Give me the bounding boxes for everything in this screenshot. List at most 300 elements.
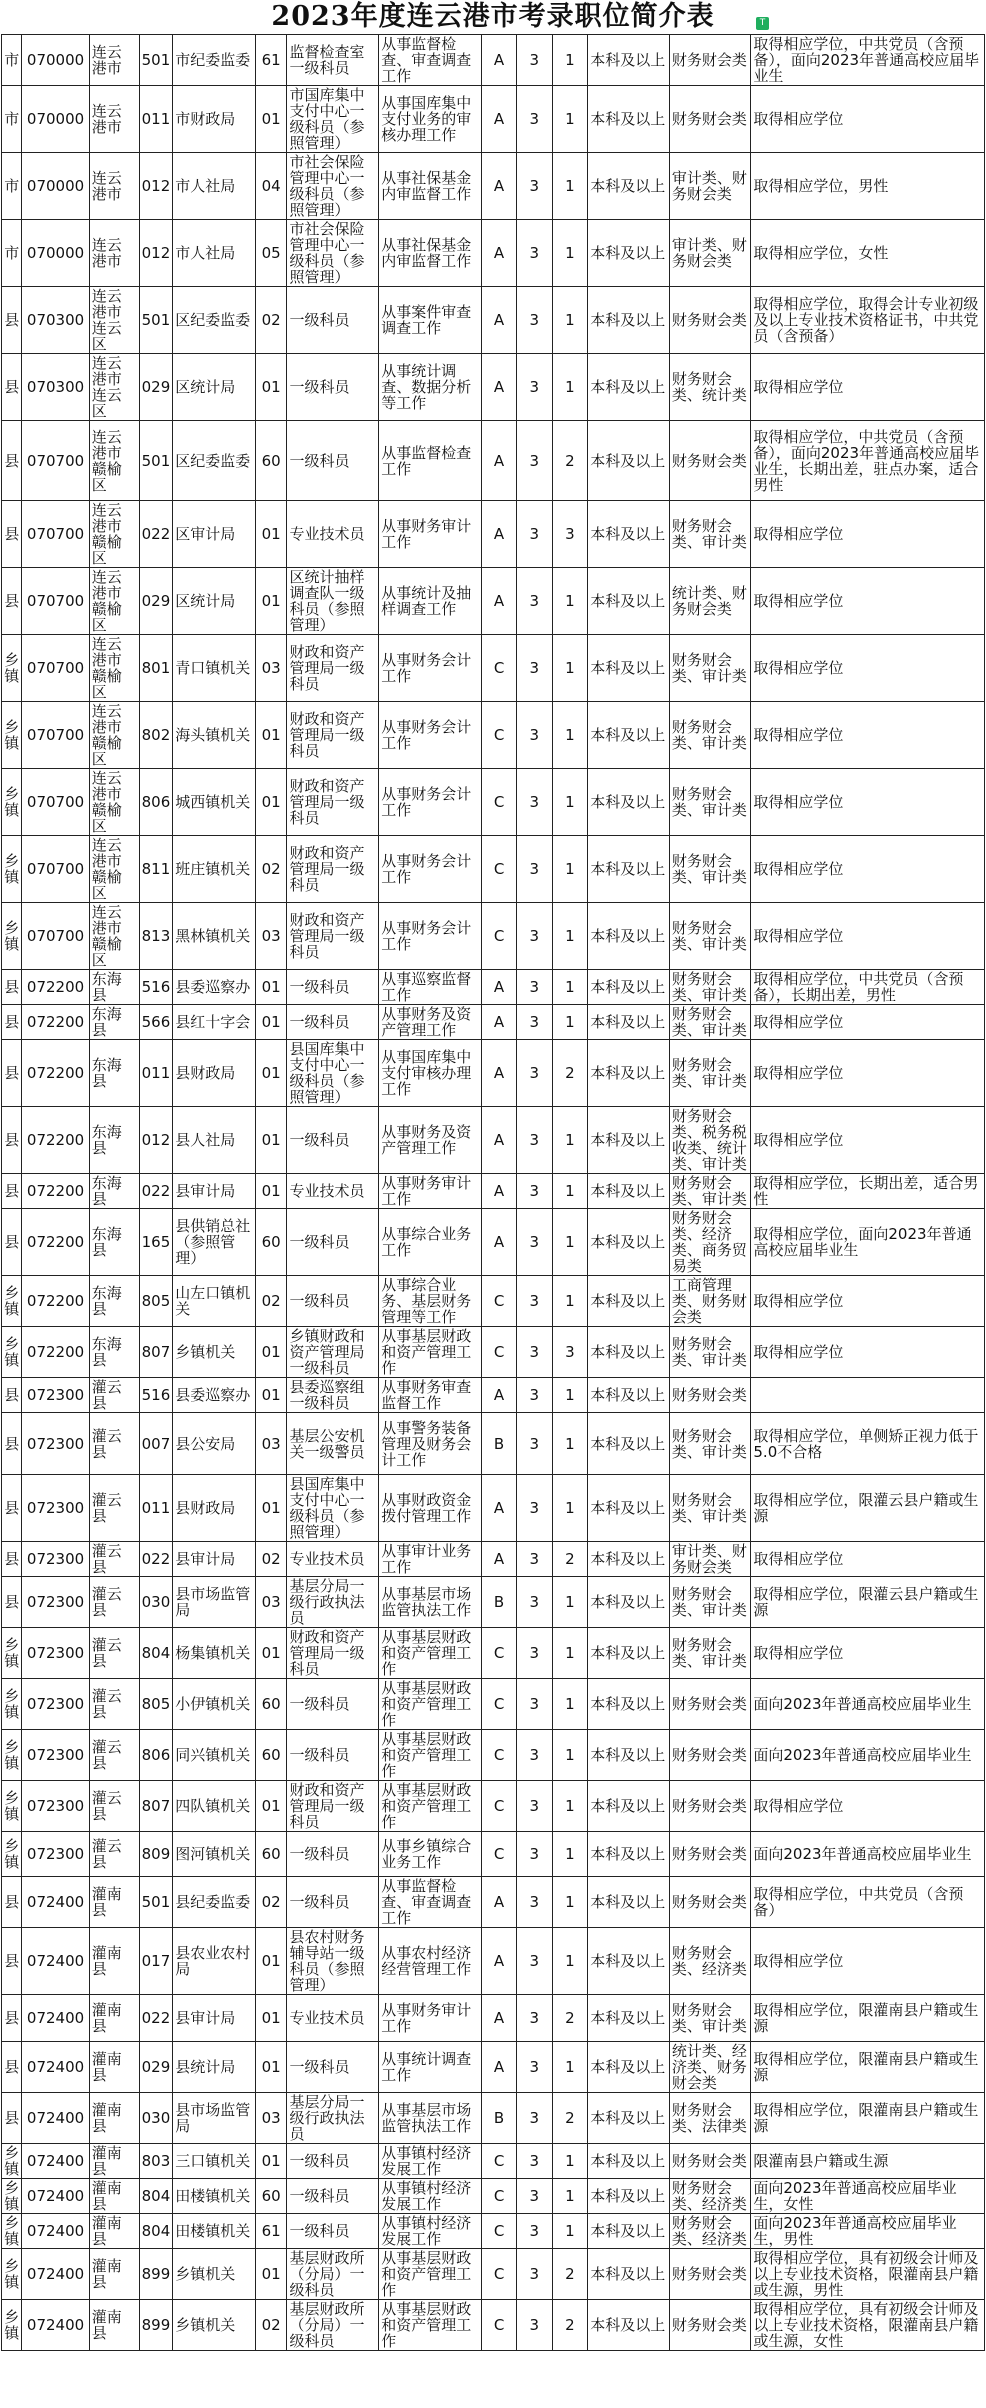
cell-region: 东海县 xyxy=(89,1174,139,1209)
cell-dept-code: 072400 xyxy=(22,2093,89,2144)
cell-position-code: 01 xyxy=(255,1005,287,1040)
cell-region: 连云港市赣榆区 xyxy=(89,635,139,702)
cell-exam-type: 3 xyxy=(516,836,552,903)
cell-other-requirements: 取得相应学位 xyxy=(751,354,985,421)
cell-education: 本科及以上 xyxy=(588,1781,670,1832)
cell-unit-code: 806 xyxy=(139,1730,173,1781)
cell-other-requirements: 取得相应学位 xyxy=(751,1276,985,1327)
cell-exam-type: 3 xyxy=(516,1005,552,1040)
cell-duties: 从事财务会计工作 xyxy=(379,702,482,769)
cell-duties: 从事监督检查、审查调查工作 xyxy=(379,35,482,86)
cell-major: 财务财会类 xyxy=(669,421,751,501)
cell-unit: 县财政局 xyxy=(173,1475,256,1542)
cell-dept-code: 072300 xyxy=(22,1730,89,1781)
cell-headcount: 1 xyxy=(552,2144,588,2179)
sheet-marker-icon: T xyxy=(756,17,769,30)
cell-headcount: 3 xyxy=(552,501,588,568)
cell-exam-type: 3 xyxy=(516,2214,552,2249)
cell-unit: 县红十字会 xyxy=(173,1005,256,1040)
cell-dept-code: 070700 xyxy=(22,501,89,568)
cell-region: 灌云县 xyxy=(89,1781,139,1832)
table-row xyxy=(2,1413,985,1475)
cell-exam-type: 3 xyxy=(516,2144,552,2179)
cell-duties: 从事基层财政和资产管理工作 xyxy=(379,1679,482,1730)
cell-major: 财务财会类 xyxy=(669,2144,751,2179)
cell-unit-code: 807 xyxy=(139,1781,173,1832)
cell-position-code: 01 xyxy=(255,568,287,635)
table-row xyxy=(2,501,985,568)
cell-dept-code: 072400 xyxy=(22,2249,89,2300)
cell-region: 东海县 xyxy=(89,1107,139,1174)
cell-major: 财务财会类、经济类 xyxy=(669,2214,751,2249)
cell-level: 县 xyxy=(2,1174,22,1209)
cell-position-code: 01 xyxy=(255,2042,287,2093)
cell-position-code: 02 xyxy=(255,1542,287,1577)
cell-dept-code: 070700 xyxy=(22,903,89,970)
cell-duties: 从事基层市场监管执法工作 xyxy=(379,1577,482,1628)
cell-headcount: 1 xyxy=(552,2214,588,2249)
cell-position: 区统计抽样调查队一级科员（参照管理） xyxy=(287,568,379,635)
cell-unit-code: 029 xyxy=(139,2042,173,2093)
cell-major: 财务财会类 xyxy=(669,1378,751,1413)
cell-duties: 从事基层财政和资产管理工作 xyxy=(379,1730,482,1781)
cell-headcount: 1 xyxy=(552,1577,588,1628)
cell-headcount: 2 xyxy=(552,2093,588,2144)
cell-dept-code: 072200 xyxy=(22,970,89,1005)
cell-headcount: 1 xyxy=(552,1475,588,1542)
cell-headcount: 1 xyxy=(552,702,588,769)
cell-dept-code: 070000 xyxy=(22,153,89,220)
cell-level: 乡镇 xyxy=(2,1327,22,1378)
cell-category: C xyxy=(482,2300,517,2351)
cell-position-code: 01 xyxy=(255,2144,287,2179)
cell-other-requirements: 取得相应学位，中共党员（含预备），长期出差，男性 xyxy=(751,970,985,1005)
cell-education: 本科及以上 xyxy=(588,2179,670,2214)
cell-category: C xyxy=(482,2214,517,2249)
cell-major: 财务财会类 xyxy=(669,1832,751,1877)
cell-unit: 乡镇机关 xyxy=(173,1327,256,1378)
cell-unit: 县审计局 xyxy=(173,1995,256,2042)
cell-unit: 三口镇机关 xyxy=(173,2144,256,2179)
table-row xyxy=(2,970,985,1005)
cell-position: 基层公安机关一级警员 xyxy=(287,1413,379,1475)
cell-exam-type: 3 xyxy=(516,903,552,970)
cell-region: 连云港市 xyxy=(89,86,139,153)
cell-duties: 从事基层财政和资产管理工作 xyxy=(379,1781,482,1832)
cell-other-requirements: 取得相应学位，具有初级会计师及以上专业技术资格，限灌南县户籍或生源，女性 xyxy=(751,2300,985,2351)
cell-education: 本科及以上 xyxy=(588,1679,670,1730)
cell-position-code: 01 xyxy=(255,1628,287,1679)
cell-unit: 县市场监管局 xyxy=(173,2093,256,2144)
cell-position-code: 61 xyxy=(255,2214,287,2249)
cell-headcount: 1 xyxy=(552,1378,588,1413)
cell-position: 一级科员 xyxy=(287,2179,379,2214)
cell-level: 县 xyxy=(2,2093,22,2144)
cell-other-requirements: 取得相应学位，限灌南县户籍或生源 xyxy=(751,2042,985,2093)
cell-headcount: 1 xyxy=(552,769,588,836)
cell-position: 一级科员 xyxy=(287,354,379,421)
cell-region: 连云港市 xyxy=(89,220,139,287)
cell-position: 县国库集中支付中心一级科员（参照管理） xyxy=(287,1040,379,1107)
cell-exam-type: 3 xyxy=(516,1209,552,1276)
cell-headcount: 1 xyxy=(552,1781,588,1832)
cell-unit: 县委巡察办 xyxy=(173,1378,256,1413)
cell-duties: 从事财务会计工作 xyxy=(379,836,482,903)
cell-level: 乡镇 xyxy=(2,1730,22,1781)
cell-other-requirements: 取得相应学位，女性 xyxy=(751,220,985,287)
table-row xyxy=(2,1995,985,2042)
cell-education: 本科及以上 xyxy=(588,1628,670,1679)
cell-unit: 区统计局 xyxy=(173,568,256,635)
cell-other-requirements: 取得相应学位 xyxy=(751,1040,985,1107)
cell-unit: 青口镇机关 xyxy=(173,635,256,702)
cell-category: A xyxy=(482,1107,517,1174)
cell-dept-code: 072400 xyxy=(22,2144,89,2179)
cell-position-code: 60 xyxy=(255,421,287,501)
cell-position: 一级科员 xyxy=(287,970,379,1005)
cell-other-requirements: 取得相应学位，单侧矫正视力低于5.0不合格 xyxy=(751,1413,985,1475)
cell-education: 本科及以上 xyxy=(588,2042,670,2093)
cell-unit-code: 516 xyxy=(139,1378,173,1413)
cell-unit: 市纪委监委 xyxy=(173,35,256,86)
cell-exam-type: 3 xyxy=(516,1628,552,1679)
cell-position: 基层分局一级行政执法员 xyxy=(287,1577,379,1628)
cell-category: C xyxy=(482,2249,517,2300)
cell-category: C xyxy=(482,2179,517,2214)
cell-level: 市 xyxy=(2,220,22,287)
cell-unit-code: 804 xyxy=(139,2179,173,2214)
cell-exam-type: 3 xyxy=(516,501,552,568)
table-row xyxy=(2,2093,985,2144)
cell-duties: 从事财务及资产管理工作 xyxy=(379,1005,482,1040)
cell-other-requirements: 取得相应学位 xyxy=(751,1107,985,1174)
cell-duties: 从事社保基金内审监督工作 xyxy=(379,153,482,220)
cell-duties: 从事基层财政和资产管理工作 xyxy=(379,1327,482,1378)
cell-headcount: 1 xyxy=(552,635,588,702)
cell-region: 东海县 xyxy=(89,1276,139,1327)
cell-unit: 县市场监管局 xyxy=(173,1577,256,1628)
cell-unit: 市人社局 xyxy=(173,220,256,287)
cell-major: 财务财会类、审计类 xyxy=(669,1577,751,1628)
cell-position: 一级科员 xyxy=(287,1276,379,1327)
cell-position: 专业技术员 xyxy=(287,1542,379,1577)
cell-category: A xyxy=(482,1040,517,1107)
cell-level: 乡镇 xyxy=(2,1832,22,1877)
cell-region: 灌云县 xyxy=(89,1577,139,1628)
cell-unit-code: 012 xyxy=(139,153,173,220)
table-row xyxy=(2,1679,985,1730)
cell-duties: 从事财政资金拨付管理工作 xyxy=(379,1475,482,1542)
cell-education: 本科及以上 xyxy=(588,1413,670,1475)
cell-region: 灌云县 xyxy=(89,1832,139,1877)
cell-unit-code: 803 xyxy=(139,2144,173,2179)
cell-unit-code: 899 xyxy=(139,2300,173,2351)
cell-education: 本科及以上 xyxy=(588,35,670,86)
cell-unit: 乡镇机关 xyxy=(173,2249,256,2300)
cell-education: 本科及以上 xyxy=(588,1995,670,2042)
cell-unit-code: 805 xyxy=(139,1276,173,1327)
cell-major: 财务财会类、审计类 xyxy=(669,635,751,702)
cell-unit: 县供销总社（参照管理） xyxy=(173,1209,256,1276)
cell-level: 县 xyxy=(2,1209,22,1276)
cell-headcount: 1 xyxy=(552,1413,588,1475)
cell-category: C xyxy=(482,903,517,970)
cell-exam-type: 3 xyxy=(516,1040,552,1107)
cell-headcount: 1 xyxy=(552,153,588,220)
page-title: 2023年度连云港市考录职位简介表 xyxy=(271,1,715,32)
cell-region: 东海县 xyxy=(89,970,139,1005)
cell-position-code: 60 xyxy=(255,1832,287,1877)
cell-education: 本科及以上 xyxy=(588,153,670,220)
cell-unit: 县财政局 xyxy=(173,1040,256,1107)
cell-dept-code: 070700 xyxy=(22,568,89,635)
cell-unit-code: 501 xyxy=(139,421,173,501)
cell-major: 财务财会类、审计类 xyxy=(669,970,751,1005)
cell-region: 灌云县 xyxy=(89,1378,139,1413)
cell-category: A xyxy=(482,1174,517,1209)
cell-level: 县 xyxy=(2,568,22,635)
cell-major: 财务财会类、法律类 xyxy=(669,2093,751,2144)
cell-dept-code: 070700 xyxy=(22,421,89,501)
cell-unit: 县公安局 xyxy=(173,1413,256,1475)
cell-headcount: 1 xyxy=(552,86,588,153)
cell-position: 基层财政所（分局）一级科员 xyxy=(287,2249,379,2300)
cell-region: 东海县 xyxy=(89,1040,139,1107)
cell-position: 基层分局一级行政执法员 xyxy=(287,2093,379,2144)
cell-duties: 从事基层财政和资产管理工作 xyxy=(379,1628,482,1679)
cell-exam-type: 3 xyxy=(516,1327,552,1378)
cell-unit-code: 017 xyxy=(139,1928,173,1995)
cell-category: C xyxy=(482,2144,517,2179)
cell-category: A xyxy=(482,568,517,635)
cell-unit-code: 029 xyxy=(139,568,173,635)
cell-exam-type: 3 xyxy=(516,1928,552,1995)
table-row xyxy=(2,1107,985,1174)
cell-education: 本科及以上 xyxy=(588,2144,670,2179)
cell-level: 县 xyxy=(2,1542,22,1577)
cell-headcount: 3 xyxy=(552,1327,588,1378)
cell-exam-type: 3 xyxy=(516,1679,552,1730)
cell-level: 乡镇 xyxy=(2,2300,22,2351)
cell-exam-type: 3 xyxy=(516,1995,552,2042)
cell-level: 市 xyxy=(2,35,22,86)
cell-position: 一级科员 xyxy=(287,2144,379,2179)
cell-other-requirements xyxy=(751,1378,985,1413)
cell-level: 乡镇 xyxy=(2,2144,22,2179)
cell-unit: 区审计局 xyxy=(173,501,256,568)
cell-education: 本科及以上 xyxy=(588,2300,670,2351)
cell-education: 本科及以上 xyxy=(588,2093,670,2144)
cell-major: 财务财会类 xyxy=(669,1679,751,1730)
cell-major: 财务财会类 xyxy=(669,1781,751,1832)
cell-exam-type: 3 xyxy=(516,1276,552,1327)
cell-other-requirements: 取得相应学位，限灌云县户籍或生源 xyxy=(751,1577,985,1628)
cell-position-code: 60 xyxy=(255,1209,287,1276)
cell-education: 本科及以上 xyxy=(588,2249,670,2300)
cell-level: 县 xyxy=(2,421,22,501)
table-row xyxy=(2,1040,985,1107)
cell-level: 市 xyxy=(2,153,22,220)
cell-unit-code: 804 xyxy=(139,1628,173,1679)
cell-region: 灌南县 xyxy=(89,2249,139,2300)
cell-position-code: 03 xyxy=(255,903,287,970)
cell-category: A xyxy=(482,421,517,501)
cell-major: 审计类、财务财会类 xyxy=(669,153,751,220)
cell-dept-code: 072400 xyxy=(22,2042,89,2093)
cell-major: 财务财会类 xyxy=(669,2249,751,2300)
cell-unit: 市财政局 xyxy=(173,86,256,153)
table-row xyxy=(2,1832,985,1877)
cell-exam-type: 3 xyxy=(516,1832,552,1877)
cell-category: C xyxy=(482,1327,517,1378)
cell-major: 财务财会类、经济类 xyxy=(669,1928,751,1995)
cell-duties: 从事财务审查监督工作 xyxy=(379,1378,482,1413)
cell-unit-code: 007 xyxy=(139,1413,173,1475)
cell-major: 财务财会类、审计类 xyxy=(669,836,751,903)
cell-position: 市社会保险管理中心一级科员（参照管理） xyxy=(287,220,379,287)
cell-other-requirements: 取得相应学位 xyxy=(751,903,985,970)
cell-headcount: 1 xyxy=(552,354,588,421)
cell-position: 专业技术员 xyxy=(287,501,379,568)
cell-region: 连云港市赣榆区 xyxy=(89,568,139,635)
cell-other-requirements: 取得相应学位 xyxy=(751,1327,985,1378)
cell-position: 一级科员 xyxy=(287,1832,379,1877)
cell-position: 财政和资产管理局一级科员 xyxy=(287,702,379,769)
cell-duties: 从事镇村经济发展工作 xyxy=(379,2179,482,2214)
cell-headcount: 1 xyxy=(552,1276,588,1327)
cell-unit: 乡镇机关 xyxy=(173,2300,256,2351)
cell-duties: 从事财务审计工作 xyxy=(379,1174,482,1209)
cell-position: 县委巡察组一级科员 xyxy=(287,1378,379,1413)
cell-category: C xyxy=(482,1628,517,1679)
cell-category: A xyxy=(482,970,517,1005)
cell-position-code: 60 xyxy=(255,2179,287,2214)
cell-level: 乡镇 xyxy=(2,635,22,702)
cell-education: 本科及以上 xyxy=(588,1040,670,1107)
cell-unit-code: 501 xyxy=(139,1877,173,1928)
table-row xyxy=(2,2144,985,2179)
cell-education: 本科及以上 xyxy=(588,1928,670,1995)
cell-position: 一级科员 xyxy=(287,1005,379,1040)
cell-major: 财务财会类、经济类 xyxy=(669,2179,751,2214)
cell-major: 财务财会类、审计类 xyxy=(669,1413,751,1475)
table-row xyxy=(2,568,985,635)
cell-dept-code: 072300 xyxy=(22,1542,89,1577)
cell-position: 一级科员 xyxy=(287,1209,379,1276)
cell-region: 灌南县 xyxy=(89,2042,139,2093)
cell-region: 连云港市赣榆区 xyxy=(89,903,139,970)
cell-duties: 从事财务审计工作 xyxy=(379,501,482,568)
cell-category: A xyxy=(482,35,517,86)
cell-position: 乡镇财政和资产管理局一级科员 xyxy=(287,1327,379,1378)
cell-other-requirements: 取得相应学位，面向2023年普通高校应届毕业生 xyxy=(751,1209,985,1276)
cell-region: 灌南县 xyxy=(89,1928,139,1995)
cell-position: 一级科员 xyxy=(287,1730,379,1781)
cell-headcount: 1 xyxy=(552,836,588,903)
cell-headcount: 1 xyxy=(552,220,588,287)
cell-category: C xyxy=(482,702,517,769)
cell-position: 一级科员 xyxy=(287,287,379,354)
cell-duties: 从事国库集中支付审核办理工作 xyxy=(379,1040,482,1107)
cell-level: 乡镇 xyxy=(2,2249,22,2300)
cell-education: 本科及以上 xyxy=(588,970,670,1005)
table-row xyxy=(2,1781,985,1832)
cell-unit-code: 030 xyxy=(139,1577,173,1628)
cell-unit-code: 012 xyxy=(139,1107,173,1174)
cell-unit-code: 566 xyxy=(139,1005,173,1040)
cell-other-requirements: 取得相应学位，取得会计专业初级及以上专业技术资格证书，中共党员（含预备） xyxy=(751,287,985,354)
table-row xyxy=(2,287,985,354)
cell-unit-code: 807 xyxy=(139,1327,173,1378)
cell-other-requirements: 面向2023年普通高校应届毕业生 xyxy=(751,1832,985,1877)
cell-other-requirements: 面向2023年普通高校应届毕业生 xyxy=(751,1730,985,1781)
cell-unit-code: 011 xyxy=(139,1475,173,1542)
cell-education: 本科及以上 xyxy=(588,421,670,501)
cell-region: 灌南县 xyxy=(89,2214,139,2249)
cell-education: 本科及以上 xyxy=(588,568,670,635)
cell-category: A xyxy=(482,220,517,287)
cell-level: 县 xyxy=(2,1577,22,1628)
cell-category: A xyxy=(482,86,517,153)
cell-other-requirements: 取得相应学位 xyxy=(751,1628,985,1679)
cell-headcount: 1 xyxy=(552,1730,588,1781)
cell-duties: 从事统计调查、数据分析等工作 xyxy=(379,354,482,421)
cell-duties: 从事国库集中支付业务的审核办理工作 xyxy=(379,86,482,153)
cell-education: 本科及以上 xyxy=(588,501,670,568)
cell-unit-code: 501 xyxy=(139,287,173,354)
cell-major: 财务财会类 xyxy=(669,287,751,354)
cell-unit-code: 804 xyxy=(139,2214,173,2249)
table-row xyxy=(2,35,985,86)
cell-other-requirements: 取得相应学位，限灌云县户籍或生源 xyxy=(751,1475,985,1542)
cell-exam-type: 3 xyxy=(516,2300,552,2351)
cell-position-code: 01 xyxy=(255,702,287,769)
cell-major: 财务财会类、审计类 xyxy=(669,1628,751,1679)
cell-education: 本科及以上 xyxy=(588,1276,670,1327)
table-row xyxy=(2,1327,985,1378)
table-row xyxy=(2,2300,985,2351)
cell-position-code: 01 xyxy=(255,1475,287,1542)
cell-unit: 海头镇机关 xyxy=(173,702,256,769)
cell-level: 乡镇 xyxy=(2,1679,22,1730)
cell-major: 财务财会类、审计类 xyxy=(669,702,751,769)
cell-other-requirements: 取得相应学位，中共党员（含预备），面向2023年普通高校应届毕业生 xyxy=(751,35,985,86)
cell-unit: 班庄镇机关 xyxy=(173,836,256,903)
cell-category: A xyxy=(482,1209,517,1276)
cell-unit: 小伊镇机关 xyxy=(173,1679,256,1730)
cell-duties: 从事镇村经济发展工作 xyxy=(379,2214,482,2249)
cell-category: A xyxy=(482,287,517,354)
cell-major: 财务财会类、税务税收类、统计类、审计类 xyxy=(669,1107,751,1174)
cell-exam-type: 3 xyxy=(516,2249,552,2300)
cell-unit: 杨集镇机关 xyxy=(173,1628,256,1679)
cell-major: 财务财会类、审计类 xyxy=(669,1475,751,1542)
cell-unit-code: 516 xyxy=(139,970,173,1005)
cell-unit: 城西镇机关 xyxy=(173,769,256,836)
cell-education: 本科及以上 xyxy=(588,769,670,836)
cell-unit-code: 501 xyxy=(139,35,173,86)
cell-other-requirements: 取得相应学位 xyxy=(751,836,985,903)
cell-duties: 从事基层财政和资产管理工作 xyxy=(379,2249,482,2300)
cell-position: 财政和资产管理局一级科员 xyxy=(287,635,379,702)
cell-dept-code: 072400 xyxy=(22,1928,89,1995)
cell-position-code: 01 xyxy=(255,970,287,1005)
cell-position: 财政和资产管理局一级科员 xyxy=(287,836,379,903)
cell-position: 一级科员 xyxy=(287,1107,379,1174)
cell-other-requirements: 面向2023年普通高校应届毕业生 xyxy=(751,1679,985,1730)
cell-unit: 图河镇机关 xyxy=(173,1832,256,1877)
cell-major: 审计类、财务财会类 xyxy=(669,1542,751,1577)
